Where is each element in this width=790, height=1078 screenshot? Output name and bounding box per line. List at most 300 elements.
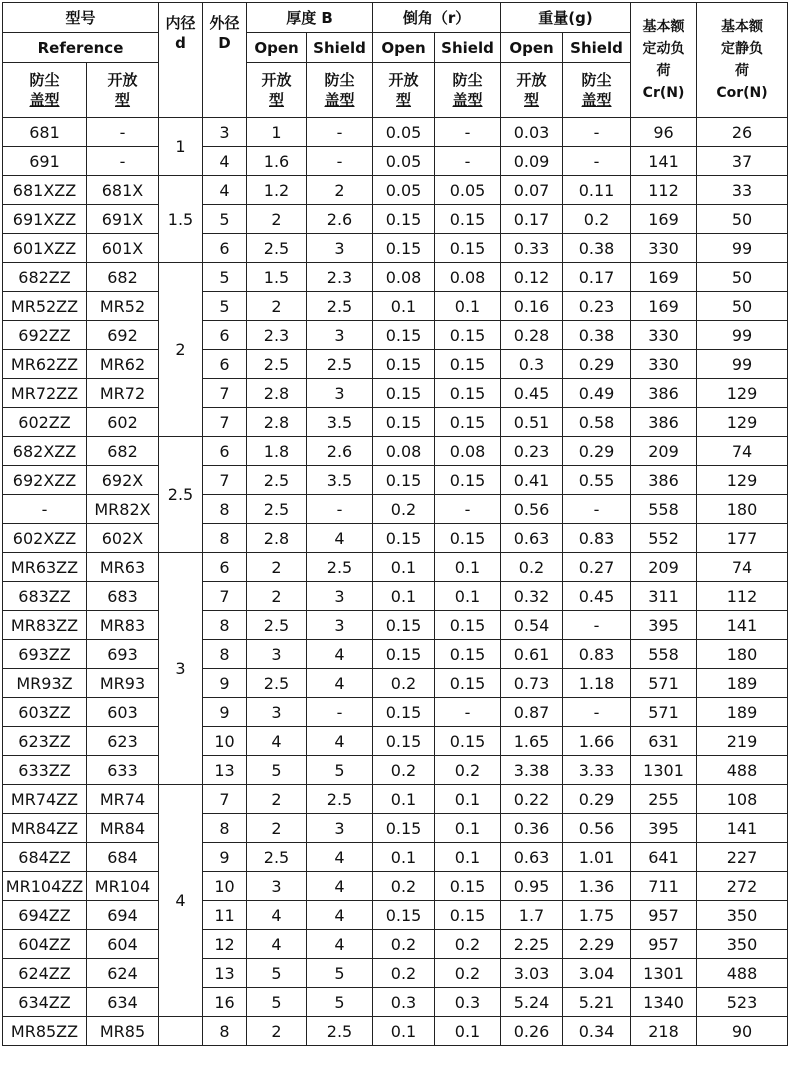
weight-shield-cell: 2.29 — [563, 930, 631, 959]
dynamic-load-cell: 571 — [631, 698, 697, 727]
outer-diameter-cell: 8 — [203, 611, 247, 640]
weight-open-cell: 3.38 — [501, 756, 563, 785]
chamfer-shield-cell: 0.1 — [435, 814, 501, 843]
table-row — [3, 118, 788, 147]
outer-diameter-cell: 12 — [203, 930, 247, 959]
thickness-shield-cell: 2.5 — [307, 785, 373, 814]
weight-shield-cell: 1.66 — [563, 727, 631, 756]
thickness-shield-cn-header — [307, 63, 373, 118]
thickness-open-cell: 2 — [247, 292, 307, 321]
weight-shield-cell: 0.29 — [563, 437, 631, 466]
chamfer-open-cell: 0.15 — [373, 901, 435, 930]
chamfer-shield-cell: 0.15 — [435, 872, 501, 901]
open-type-cell: MR52 — [87, 292, 159, 321]
weight-open-cell: 2.25 — [501, 930, 563, 959]
dynamic-load-cell: 330 — [631, 321, 697, 350]
thickness-header: 厚度 B — [247, 3, 373, 33]
chamfer-open-cn-line1: 开放 — [388, 71, 419, 89]
chamfer-open-cell: 0.08 — [373, 263, 435, 292]
weight-open-cell: 0.09 — [501, 147, 563, 176]
table-body — [3, 118, 788, 1046]
chamfer-shield-cell: 0.2 — [435, 930, 501, 959]
open-type-cell: 683 — [87, 582, 159, 611]
outer-diameter-symbol: D — [218, 34, 231, 52]
chamfer-open-cell: 0.2 — [373, 872, 435, 901]
thickness-shield-cell: - — [307, 147, 373, 176]
thickness-shield-cell: 3.5 — [307, 466, 373, 495]
static-load-cell: 74 — [697, 437, 788, 466]
thickness-shield-cell: 2.3 — [307, 263, 373, 292]
outer-diameter-cell: 9 — [203, 698, 247, 727]
dynamic-load-cell: 330 — [631, 350, 697, 379]
table-row — [3, 785, 788, 814]
shielded-type-cell: MR104ZZ — [3, 872, 87, 901]
chamfer-open-cell: 0.15 — [373, 524, 435, 553]
weight-open-cell: 0.56 — [501, 495, 563, 524]
shielded-type-cell: 681 — [3, 118, 87, 147]
thickness-shield-cell: 5 — [307, 756, 373, 785]
open-type-cell: 691X — [87, 205, 159, 234]
weight-open-cell: 5.24 — [501, 988, 563, 1017]
thickness-open-cell: 2 — [247, 1017, 307, 1046]
shielded-type-cell: 634ZZ — [3, 988, 87, 1017]
chamfer-shield-cell: 0.15 — [435, 640, 501, 669]
table-row — [3, 1017, 788, 1046]
table-row — [3, 553, 788, 582]
weight-shield-cell: 0.83 — [563, 640, 631, 669]
open-type-cell: MR85 — [87, 1017, 159, 1046]
weight-shield-cell: 0.58 — [563, 408, 631, 437]
static-load-cell: 99 — [697, 234, 788, 263]
static-load-cell: 129 — [697, 466, 788, 495]
chamfer-shield-cell: 0.15 — [435, 727, 501, 756]
shielded-type-cell: 693ZZ — [3, 640, 87, 669]
thickness-open-cell: 2.8 — [247, 379, 307, 408]
table-row — [3, 756, 788, 785]
open-type-cell: 682 — [87, 437, 159, 466]
chamfer-open-cell: 0.15 — [373, 379, 435, 408]
weight-shield-cell: 0.49 — [563, 379, 631, 408]
thickness-open-cell: 2.5 — [247, 350, 307, 379]
thickness-shield-cn-line2: 盖型 — [324, 91, 355, 109]
dynamic-load-cell: 631 — [631, 727, 697, 756]
chamfer-shield-cn-line1: 防尘 — [452, 71, 483, 89]
chamfer-shield-cell: 0.1 — [435, 553, 501, 582]
shielded-type-cell: MR63ZZ — [3, 553, 87, 582]
weight-open-cn-line2: 型 — [524, 91, 540, 109]
open-type-cell: MR93 — [87, 669, 159, 698]
chamfer-open-cell: 0.15 — [373, 408, 435, 437]
thickness-open-cell: 1.6 — [247, 147, 307, 176]
thickness-open-cell: 2 — [247, 205, 307, 234]
outer-diameter-cell: 6 — [203, 553, 247, 582]
chamfer-shield-cell: 0.1 — [435, 582, 501, 611]
weight-shield-cell: 5.21 — [563, 988, 631, 1017]
outer-diameter-cell: 8 — [203, 640, 247, 669]
open-type-cell: MR72 — [87, 379, 159, 408]
dynamic-load-cell: 112 — [631, 176, 697, 205]
table-row — [3, 263, 788, 292]
outer-diameter-cell: 6 — [203, 437, 247, 466]
table-row — [3, 959, 788, 988]
shielded-type-cell: 623ZZ — [3, 727, 87, 756]
static-load-cell: 129 — [697, 379, 788, 408]
static-load-line3: 荷 — [735, 63, 750, 79]
thickness-open-cn-line2: 型 — [269, 91, 285, 109]
chamfer-open-cell: 0.1 — [373, 785, 435, 814]
inner-diameter-cell: 2.5 — [159, 437, 203, 553]
static-load-line4: Cor(N) — [716, 85, 768, 101]
outer-diameter-cell: 6 — [203, 234, 247, 263]
shielded-type-cell: 633ZZ — [3, 756, 87, 785]
thickness-open-cell: 2.8 — [247, 408, 307, 437]
weight-shield-cell: 0.11 — [563, 176, 631, 205]
chamfer-open-cell: 0.15 — [373, 640, 435, 669]
outer-diameter-header — [203, 3, 247, 118]
table-row — [3, 901, 788, 930]
dynamic-load-cell: 1301 — [631, 756, 697, 785]
outer-diameter-cell: 5 — [203, 263, 247, 292]
shielded-type-cell: 681XZZ — [3, 176, 87, 205]
weight-shield-cn-header — [563, 63, 631, 118]
thickness-shield-cell: 2.5 — [307, 292, 373, 321]
dynamic-load-cell: 169 — [631, 205, 697, 234]
table-row — [3, 292, 788, 321]
shielded-type-cell: 624ZZ — [3, 959, 87, 988]
weight-open-cell: 0.95 — [501, 872, 563, 901]
thickness-open-cell: 3 — [247, 698, 307, 727]
table-row — [3, 669, 788, 698]
thickness-open-cell: 1.2 — [247, 176, 307, 205]
static-load-cell: 90 — [697, 1017, 788, 1046]
thickness-shield-cell: 3 — [307, 582, 373, 611]
dynamic-load-cell: 141 — [631, 147, 697, 176]
chamfer-shield-cell: 0.15 — [435, 379, 501, 408]
thickness-open-cell: 4 — [247, 901, 307, 930]
weight-open-cell: 3.03 — [501, 959, 563, 988]
dynamic-load-cell: 571 — [631, 669, 697, 698]
dynamic-load-cell: 552 — [631, 524, 697, 553]
chamfer-shield-cell: - — [435, 118, 501, 147]
chamfer-open-cell: 0.05 — [373, 176, 435, 205]
thickness-shield-cell: 4 — [307, 930, 373, 959]
dynamic-load-cell: 96 — [631, 118, 697, 147]
table-row — [3, 408, 788, 437]
thickness-shield-cell: 2.5 — [307, 553, 373, 582]
dynamic-load-cell: 957 — [631, 930, 697, 959]
open-type-cell: 692 — [87, 321, 159, 350]
thickness-open-cell: 2.3 — [247, 321, 307, 350]
chamfer-open-cell: 0.2 — [373, 930, 435, 959]
open-type-cell: MR83 — [87, 611, 159, 640]
dynamic-load-cell: 395 — [631, 611, 697, 640]
weight-shield-cell: 0.83 — [563, 524, 631, 553]
chamfer-open-cell: 0.1 — [373, 1017, 435, 1046]
chamfer-shield-cell: 0.15 — [435, 205, 501, 234]
outer-diameter-cell: 8 — [203, 495, 247, 524]
weight-open-cell: 0.28 — [501, 321, 563, 350]
weight-shield-cell: 0.38 — [563, 234, 631, 263]
weight-shield-cell: 3.33 — [563, 756, 631, 785]
inner-diameter-cell: 2 — [159, 263, 203, 437]
static-load-cell: 180 — [697, 640, 788, 669]
model-header: 型号 — [3, 3, 159, 33]
open-type-cell: 684 — [87, 843, 159, 872]
chamfer-shield-cell: - — [435, 495, 501, 524]
thickness-shield-cell: 2.6 — [307, 205, 373, 234]
thickness-shield-cell: 4 — [307, 669, 373, 698]
shielded-type-cell: 603ZZ — [3, 698, 87, 727]
inner-diameter-cell: 1.5 — [159, 176, 203, 263]
chamfer-shield-cell: 0.15 — [435, 611, 501, 640]
static-load-cell: 99 — [697, 321, 788, 350]
chamfer-shield-cell: 0.15 — [435, 350, 501, 379]
weight-shield-cell: - — [563, 611, 631, 640]
thickness-open-cell: 5 — [247, 756, 307, 785]
weight-shield-cell: 1.75 — [563, 901, 631, 930]
thickness-shield-cell: 4 — [307, 872, 373, 901]
weight-open-cn-line1: 开放 — [516, 71, 547, 89]
outer-diameter-cell: 7 — [203, 582, 247, 611]
chamfer-shield-cell: - — [435, 698, 501, 727]
outer-diameter-cell: 13 — [203, 959, 247, 988]
shielded-type-cell: 602XZZ — [3, 524, 87, 553]
outer-diameter-cell: 10 — [203, 872, 247, 901]
open-type-cell: 624 — [87, 959, 159, 988]
static-load-cell: 141 — [697, 814, 788, 843]
thickness-open-cell: 2.5 — [247, 611, 307, 640]
open-type-line2: 型 — [115, 91, 131, 109]
open-type-cell: 694 — [87, 901, 159, 930]
thickness-shield-cell: 3 — [307, 321, 373, 350]
table-row — [3, 524, 788, 553]
thickness-open-cell: 2 — [247, 582, 307, 611]
static-load-cell: 189 — [697, 698, 788, 727]
shielded-type-cell: 682ZZ — [3, 263, 87, 292]
open-type-header — [87, 63, 159, 118]
shielded-type-cell: 601XZZ — [3, 234, 87, 263]
outer-diameter-cell: 5 — [203, 292, 247, 321]
thickness-shield-cell: 2 — [307, 176, 373, 205]
chamfer-shield-cell: 0.2 — [435, 959, 501, 988]
open-type-cell: 682 — [87, 263, 159, 292]
static-load-cell: 189 — [697, 669, 788, 698]
dynamic-load-line4: Cr(N) — [642, 85, 685, 101]
dynamic-load-cell: 1301 — [631, 959, 697, 988]
thickness-open-cn-line1: 开放 — [261, 71, 292, 89]
weight-shield-cell: 0.38 — [563, 321, 631, 350]
chamfer-open-cell: 0.2 — [373, 756, 435, 785]
static-load-cell: 99 — [697, 350, 788, 379]
chamfer-open-header: Open — [373, 33, 435, 63]
table-row — [3, 727, 788, 756]
static-load-cell: 112 — [697, 582, 788, 611]
weight-open-cell: 0.17 — [501, 205, 563, 234]
shielded-type-cell: 682XZZ — [3, 437, 87, 466]
open-type-cell: 601X — [87, 234, 159, 263]
thickness-shield-cell: 3.5 — [307, 408, 373, 437]
thickness-shield-cell: - — [307, 495, 373, 524]
chamfer-open-cell: 0.1 — [373, 553, 435, 582]
chamfer-open-cell: 0.15 — [373, 321, 435, 350]
weight-open-cell: 0.63 — [501, 524, 563, 553]
dynamic-load-cell: 218 — [631, 1017, 697, 1046]
chamfer-open-cell: 0.3 — [373, 988, 435, 1017]
weight-shield-header: Shield — [563, 33, 631, 63]
table-row — [3, 930, 788, 959]
weight-open-cell: 0.07 — [501, 176, 563, 205]
shielded-type-cell: 684ZZ — [3, 843, 87, 872]
chamfer-open-cell: 0.15 — [373, 350, 435, 379]
outer-diameter-cell: 6 — [203, 350, 247, 379]
dynamic-load-cell: 209 — [631, 553, 697, 582]
chamfer-open-cell: 0.15 — [373, 234, 435, 263]
weight-open-cell: 0.03 — [501, 118, 563, 147]
outer-diameter-cell: 7 — [203, 379, 247, 408]
thickness-shield-cell: 4 — [307, 901, 373, 930]
static-load-cell: 488 — [697, 756, 788, 785]
chamfer-shield-cell: 0.3 — [435, 988, 501, 1017]
weight-shield-cell: 0.56 — [563, 814, 631, 843]
thickness-open-cell: 3 — [247, 872, 307, 901]
static-load-cell: 33 — [697, 176, 788, 205]
dynamic-load-cell: 386 — [631, 379, 697, 408]
chamfer-open-cell: 0.2 — [373, 959, 435, 988]
chamfer-shield-cn-line2: 盖型 — [452, 91, 483, 109]
table-row — [3, 611, 788, 640]
table-row — [3, 437, 788, 466]
dynamic-load-cell: 641 — [631, 843, 697, 872]
chamfer-open-cn-line2: 型 — [396, 91, 412, 109]
weight-open-cell: 0.73 — [501, 669, 563, 698]
thickness-open-cn-header — [247, 63, 307, 118]
thickness-shield-cell: 3 — [307, 379, 373, 408]
static-load-cell: 50 — [697, 205, 788, 234]
dynamic-load-cell: 957 — [631, 901, 697, 930]
table-row — [3, 176, 788, 205]
chamfer-open-cell: 0.15 — [373, 611, 435, 640]
outer-diameter-cell: 16 — [203, 988, 247, 1017]
chamfer-shield-cell: 0.1 — [435, 292, 501, 321]
thickness-open-cell: 4 — [247, 930, 307, 959]
open-type-cell: MR62 — [87, 350, 159, 379]
dynamic-load-cell: 386 — [631, 466, 697, 495]
table-row — [3, 147, 788, 176]
static-load-cell: 219 — [697, 727, 788, 756]
chamfer-shield-cn-header — [435, 63, 501, 118]
shielded-type-cell: MR83ZZ — [3, 611, 87, 640]
outer-diameter-cell: 4 — [203, 176, 247, 205]
outer-diameter-cell: 8 — [203, 524, 247, 553]
weight-open-cell: 0.61 — [501, 640, 563, 669]
weight-shield-cell: 0.34 — [563, 1017, 631, 1046]
dynamic-load-header — [631, 3, 697, 118]
outer-diameter-cell: 7 — [203, 466, 247, 495]
dynamic-load-line2: 定动负 — [642, 41, 685, 57]
chamfer-header: 倒角（r） — [373, 3, 501, 33]
thickness-open-cell: 2 — [247, 814, 307, 843]
weight-shield-cell: 1.18 — [563, 669, 631, 698]
chamfer-shield-cell: 0.15 — [435, 901, 501, 930]
open-type-cell: 603 — [87, 698, 159, 727]
inner-diameter-symbol: d — [175, 34, 186, 52]
chamfer-open-cell: 0.2 — [373, 669, 435, 698]
thickness-shield-cell: 2.5 — [307, 1017, 373, 1046]
dynamic-load-cell: 558 — [631, 495, 697, 524]
weight-open-cell: 0.2 — [501, 553, 563, 582]
weight-open-cn-header — [501, 63, 563, 118]
weight-shield-cn-line1: 防尘 — [581, 71, 612, 89]
inner-diameter-header — [159, 3, 203, 118]
shielded-type-cell: MR72ZZ — [3, 379, 87, 408]
reference-header: Reference — [3, 33, 159, 63]
open-type-cell: - — [87, 118, 159, 147]
thickness-shield-cell: 5 — [307, 959, 373, 988]
weight-shield-cell: - — [563, 495, 631, 524]
thickness-open-cell: 2.5 — [247, 466, 307, 495]
table-row — [3, 843, 788, 872]
thickness-shield-cell: - — [307, 118, 373, 147]
weight-shield-cell: 0.2 — [563, 205, 631, 234]
weight-open-cell: 0.3 — [501, 350, 563, 379]
open-type-cell: 693 — [87, 640, 159, 669]
chamfer-open-cn-header — [373, 63, 435, 118]
shielded-type-cell: MR93Z — [3, 669, 87, 698]
thickness-open-cell: 4 — [247, 727, 307, 756]
thickness-open-cell: 1 — [247, 118, 307, 147]
dynamic-load-line3: 荷 — [656, 63, 671, 79]
weight-shield-cn-line2: 盖型 — [581, 91, 612, 109]
weight-shield-cell: - — [563, 698, 631, 727]
thickness-open-cell: 3 — [247, 640, 307, 669]
table-row — [3, 814, 788, 843]
chamfer-open-cell: 0.05 — [373, 147, 435, 176]
thickness-shield-cell: - — [307, 698, 373, 727]
weight-open-cell: 1.7 — [501, 901, 563, 930]
shielded-type-cell: 683ZZ — [3, 582, 87, 611]
weight-shield-cell: 0.29 — [563, 785, 631, 814]
weight-shield-cell: - — [563, 118, 631, 147]
static-load-line2: 定静负 — [721, 41, 764, 57]
chamfer-shield-cell: 0.05 — [435, 176, 501, 205]
static-load-cell: 141 — [697, 611, 788, 640]
weight-shield-cell: 3.04 — [563, 959, 631, 988]
static-load-cell: 129 — [697, 408, 788, 437]
table-row — [3, 350, 788, 379]
dynamic-load-cell: 330 — [631, 234, 697, 263]
open-type-cell: 692X — [87, 466, 159, 495]
dynamic-load-cell: 169 — [631, 292, 697, 321]
dynamic-load-line1: 基本额 — [642, 19, 685, 35]
chamfer-open-cell: 0.15 — [373, 466, 435, 495]
weight-open-cell: 0.54 — [501, 611, 563, 640]
shielded-type-header — [3, 63, 87, 118]
static-load-cell: 37 — [697, 147, 788, 176]
shielded-type-line2: 盖型 — [29, 91, 60, 109]
table-row — [3, 640, 788, 669]
static-load-header — [697, 3, 788, 118]
weight-shield-cell: 0.29 — [563, 350, 631, 379]
open-type-cell: MR82X — [87, 495, 159, 524]
chamfer-shield-cell: 0.15 — [435, 669, 501, 698]
chamfer-shield-cell: 0.15 — [435, 321, 501, 350]
weight-open-cell: 0.51 — [501, 408, 563, 437]
shielded-type-cell: 604ZZ — [3, 930, 87, 959]
chamfer-open-cell: 0.15 — [373, 814, 435, 843]
dynamic-load-cell: 311 — [631, 582, 697, 611]
chamfer-shield-cell: 0.08 — [435, 263, 501, 292]
thickness-open-cell: 1.5 — [247, 263, 307, 292]
